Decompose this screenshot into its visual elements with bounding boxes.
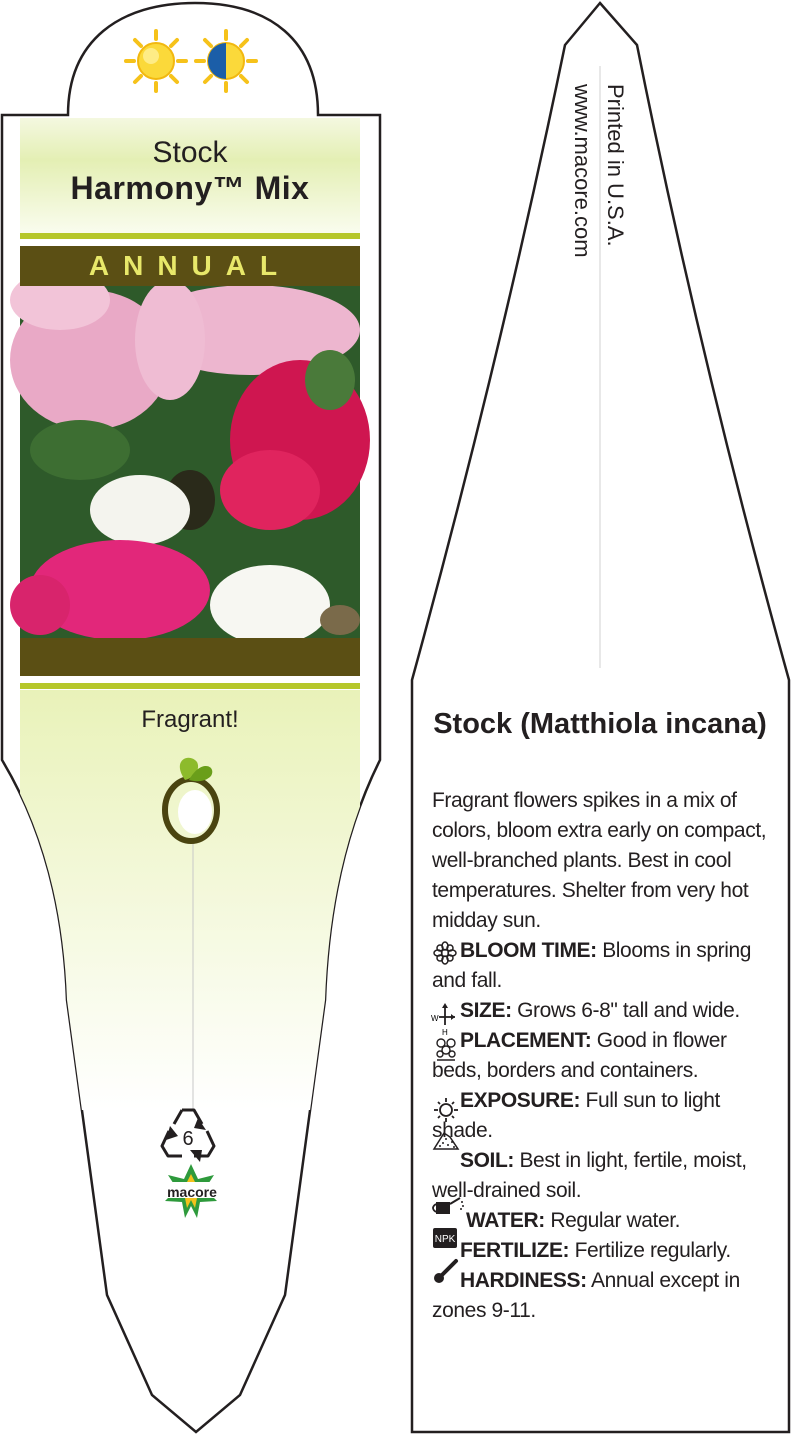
common-name: Stock — [152, 136, 228, 169]
svg-text:W: W — [431, 1014, 439, 1023]
svg-text:NPK: NPK — [434, 1234, 456, 1245]
size-row: SIZE: Grows 6-8" tall and wide. — [460, 999, 740, 1022]
botanical-title: Stock (Matthiola incana) — [433, 708, 767, 740]
bloom-time-row: BLOOM TIME: Blooms in spring and fall. — [432, 939, 752, 992]
variety-name: Harmony™ Mix — [70, 170, 310, 206]
part-sun-icon — [196, 31, 256, 91]
water-row: WATER: Regular water. — [466, 1209, 681, 1232]
placement-row: PLACEMENT: Good in flower beds, borders and containers. — [432, 1029, 727, 1082]
divider-bottom — [20, 683, 360, 689]
description-block — [432, 786, 772, 1326]
photo-bottom-bar — [20, 638, 360, 676]
soil-row: SOIL: Best in light, fertile, moist, well-drained soil. — [432, 1149, 747, 1202]
svg-text:H: H — [442, 1028, 448, 1037]
hardiness-row: HARDINESS: Annual except in zones 9-11. — [432, 1269, 740, 1322]
brand-name: macore — [167, 1184, 217, 1200]
description: Fragrant flowers spikes in a mix of colors, bloom extra early on compact, well-branched plants. Best in cool temperatures. Shelter from very hot midday sun. — [432, 789, 767, 932]
exposure-row: EXPOSURE: Full sun to light shade. — [432, 1089, 720, 1142]
category-banner: ANNUAL — [20, 246, 360, 286]
recycle-number: 6 — [182, 1128, 194, 1150]
full-sun-icon — [126, 31, 186, 91]
divider-top — [20, 233, 360, 239]
printed-in: Printed in U.S.A. — [603, 84, 628, 247]
website: www.macore.com — [570, 84, 595, 258]
fertilize-row: FERTILIZE: Fertilize regularly. — [460, 1239, 731, 1262]
tagline: Fragrant! — [141, 706, 239, 733]
flower-photo — [10, 270, 370, 645]
